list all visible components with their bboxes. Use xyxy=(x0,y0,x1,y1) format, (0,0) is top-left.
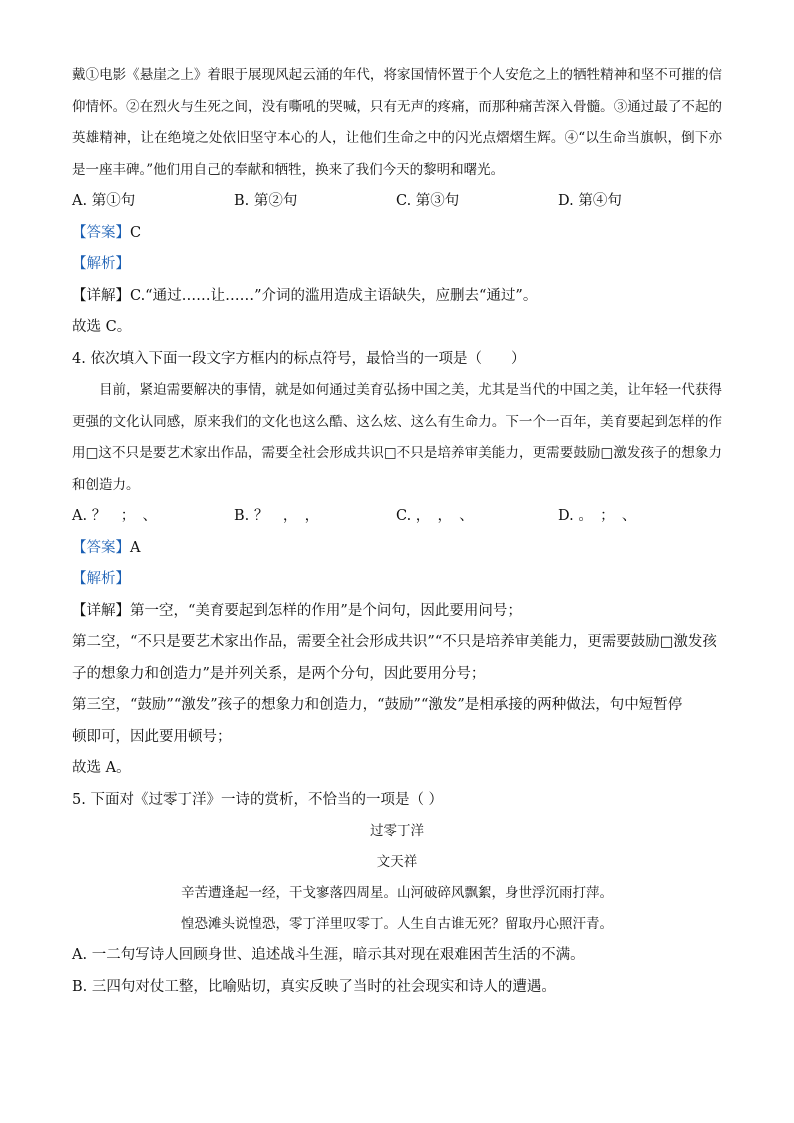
q4-detail-2a: 第二空，“不只是要艺术家出作品，需要全社会形成共识”“不只是培养审美能力，更需要鼓励□激发孩 xyxy=(72,634,717,650)
q4-answer: A xyxy=(130,539,141,556)
q3-answer: C xyxy=(130,224,142,241)
q4-option-d: D. 。 ； 、 xyxy=(558,508,637,524)
q3-option-c: C. 第③句 xyxy=(396,193,460,209)
q4-question: 4. 依次填入下面一段文字方框内的标点符号，最恰当的一项是（ ） xyxy=(72,350,526,367)
q4-passage: 目前，紧迫需要解决的事情，就是如何通过美育弘扬中国之美，尤其是当代的中国之美，让年轻一代获得更强的文化认同感，原来我们的文化也这么酷、这么炫、这么有生命力。下一个一百年，美育要起到怎样的作用□这不只是要艺术家出作品，需要全社会形成共识□不只是培养审美能力，更需要鼓励□激发孩子的想象力和创造力。 xyxy=(72,382,722,493)
q3-conclusion: 故选 C。 xyxy=(72,319,132,335)
poem-line-2: 惶恐滩头说惶恐，零丁洋里叹零丁。人生自古谁无死？留取丹心照汗青。 xyxy=(181,916,613,932)
answer-tag: 【答案】 xyxy=(72,224,130,241)
q4-detail-line-1 xyxy=(72,596,722,628)
answer-tag: 【答案】 xyxy=(72,539,130,556)
detail-tag: 【详解】 xyxy=(72,602,130,619)
q4-option-c: C. ， ， 、 xyxy=(396,508,474,524)
q5-option-b: B. 三四句对仗工整，比喻贴切，真实反映了当时的社会现实和诗人的遭遇。 xyxy=(72,978,556,995)
q3-options xyxy=(72,186,722,218)
q3-passage: 戴①电影《悬崖之上》着眼于展现风起云涌的年代，将家国情怀置于个人安危之上的牺牲精神和坚不可摧的信仰情怀。②在烈火与生死之间，没有嘶吼的哭喊，只有无声的疼痛，而那种痛苦深入骨髓。③通过最了不起的英雄精神，让在绝境之处依旧坚守本心的人，让他们生命之中的闪光点熠熠生辉。④“以生命当旗帜，倒下亦是一座丰碑。”他们用自己的奉献和牺牲，换来了我们今天的黎明和曙光。 xyxy=(72,67,722,178)
q4-option-b: B. ？ ， ， xyxy=(234,508,320,524)
q4-detail-2b: 子的想象力和创造力”是并列关系，是两个分句，因此要用分号； xyxy=(72,665,486,682)
analysis-tag: 【解析】 xyxy=(72,571,130,587)
detail-tag: 【详解】 xyxy=(72,287,130,304)
q3-analysis-line xyxy=(72,249,722,281)
poem-line-1: 辛苦遭逢起一经，干戈寥落四周星。山河破碎风飘絮，身世浮沉雨打萍。 xyxy=(181,885,613,901)
q4-detail-1: 第一空，“美育要起到怎样的作用”是个问句，因此要用问号； xyxy=(130,602,522,619)
analysis-tag: 【解析】 xyxy=(72,256,130,272)
poem-title: 过零丁洋 xyxy=(370,823,424,839)
q3-detail: C.“通过……让……”介词的滥用造成主语缺失，应删去“通过”。 xyxy=(130,287,538,304)
q3-option-b: B. 第②句 xyxy=(234,193,298,209)
document-page xyxy=(72,60,722,1003)
q4-conclusion: 故选 A。 xyxy=(72,760,131,776)
q4-analysis-line xyxy=(72,564,722,596)
q4-answer-line xyxy=(72,533,722,565)
q4-detail-3b: 顿即可，因此要用顿号； xyxy=(72,728,232,745)
q3-answer-line xyxy=(72,218,722,250)
q3-detail-line xyxy=(72,281,722,313)
q5-option-a: A. 一二句写诗人回顾身世、追述战斗生涯，暗示其对现在艰难困苦生活的不满。 xyxy=(72,947,585,963)
q5-question: 5. 下面对《过零丁洋》一诗的赏析，不恰当的一项是（ ） xyxy=(72,791,444,808)
q3-option-d: D. 第④句 xyxy=(558,193,622,209)
poem-author: 文天祥 xyxy=(376,854,418,870)
q4-detail-3a: 第三空，“鼓励”“激发”孩子的想象力和创造力，“鼓励”“激发”是相承接的两种做法，句中短暂停 xyxy=(72,697,683,713)
q4-option-a: A. ？ ； 、 xyxy=(72,508,157,524)
q4-options xyxy=(72,501,722,533)
q3-option-a: A. 第①句 xyxy=(72,193,136,209)
